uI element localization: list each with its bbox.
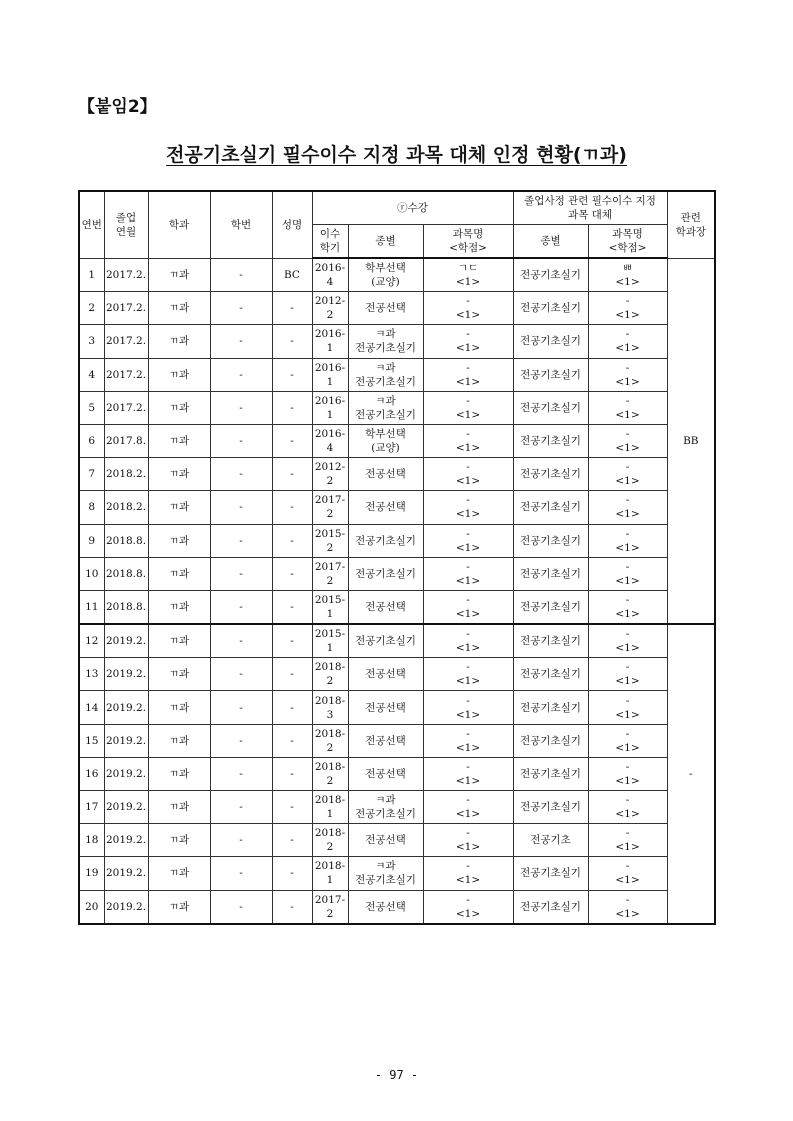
table-row bbox=[79, 424, 715, 457]
cell-rtype: 전공기초실기 bbox=[513, 724, 588, 757]
cell-rtype: 전공기초실기 bbox=[513, 524, 588, 557]
cell-type: 학부선택 (교양) bbox=[348, 424, 423, 457]
cell-type: 전공선택 bbox=[348, 890, 423, 924]
cell-grad: 2019.2. bbox=[104, 691, 148, 724]
cell-stuno: - bbox=[210, 857, 272, 890]
cell-grad: 2019.2. bbox=[104, 624, 148, 658]
cell-course: - <1> bbox=[423, 458, 513, 491]
cell-sem: 2016-1 bbox=[312, 391, 348, 424]
table-row bbox=[79, 325, 715, 358]
cell-rtype: 전공기초실기 bbox=[513, 791, 588, 824]
cell-course: - <1> bbox=[423, 292, 513, 325]
cell-grad: 2017.2. bbox=[104, 391, 148, 424]
cell-sem: 2017-2 bbox=[312, 890, 348, 924]
header-dept: 학과 bbox=[148, 191, 210, 258]
cell-type: 전공기초실기 bbox=[348, 524, 423, 557]
cell-course: - <1> bbox=[423, 358, 513, 391]
cell-stuno: - bbox=[210, 658, 272, 691]
cell-name: - bbox=[272, 590, 312, 624]
cell-dept-head: BB bbox=[667, 258, 715, 624]
cell-rcourse: - <1> bbox=[588, 491, 667, 524]
cell-course: ㄱㄷ <1> bbox=[423, 258, 513, 292]
cell-rcourse: - <1> bbox=[588, 791, 667, 824]
cell-no: 7 bbox=[79, 458, 104, 491]
cell-sem: 2016-1 bbox=[312, 358, 348, 391]
cell-course: - <1> bbox=[423, 424, 513, 457]
cell-sem: 2016-4 bbox=[312, 258, 348, 292]
table-row bbox=[79, 624, 715, 658]
cell-sem: 2018-2 bbox=[312, 658, 348, 691]
cell-rtype: 전공기초실기 bbox=[513, 391, 588, 424]
cell-rcourse: - <1> bbox=[588, 590, 667, 624]
cell-type: ㅋ과 전공기초실기 bbox=[348, 391, 423, 424]
cell-no: 19 bbox=[79, 857, 104, 890]
cell-name: - bbox=[272, 857, 312, 890]
cell-sem: 2016-4 bbox=[312, 424, 348, 457]
header-replace-type: 종별 bbox=[513, 225, 588, 259]
cell-stuno: - bbox=[210, 458, 272, 491]
cell-no: 17 bbox=[79, 791, 104, 824]
table-row bbox=[79, 557, 715, 590]
cell-type: 전공선택 bbox=[348, 491, 423, 524]
header-taken-group: ⓡ수강 bbox=[312, 191, 513, 225]
cell-sem: 2015-1 bbox=[312, 624, 348, 658]
cell-dept: ㄲ과 bbox=[148, 491, 210, 524]
cell-course: - <1> bbox=[423, 791, 513, 824]
cell-name: - bbox=[272, 524, 312, 557]
cell-grad: 2019.2. bbox=[104, 791, 148, 824]
cell-grad: 2019.2. bbox=[104, 890, 148, 924]
table-row bbox=[79, 890, 715, 924]
cell-course: - <1> bbox=[423, 824, 513, 857]
cell-type: 전공기초실기 bbox=[348, 624, 423, 658]
cell-type: 학부선택 (교양) bbox=[348, 258, 423, 292]
cell-no: 4 bbox=[79, 358, 104, 391]
cell-rcourse: - <1> bbox=[588, 292, 667, 325]
cell-rtype: 전공기초 bbox=[513, 824, 588, 857]
header-replace-course: 과목명 <학점> bbox=[588, 225, 667, 259]
cell-type: ㅋ과 전공기초실기 bbox=[348, 791, 423, 824]
cell-rcourse: - <1> bbox=[588, 724, 667, 757]
cell-course: - <1> bbox=[423, 658, 513, 691]
cell-sem: 2018-3 bbox=[312, 691, 348, 724]
cell-course: - <1> bbox=[423, 624, 513, 658]
cell-stuno: - bbox=[210, 424, 272, 457]
cell-name: - bbox=[272, 791, 312, 824]
cell-stuno: - bbox=[210, 791, 272, 824]
cell-rtype: 전공기초실기 bbox=[513, 624, 588, 658]
table-row bbox=[79, 857, 715, 890]
cell-grad: 2019.2. bbox=[104, 857, 148, 890]
cell-stuno: - bbox=[210, 358, 272, 391]
cell-rtype: 전공기초실기 bbox=[513, 258, 588, 292]
cell-name: - bbox=[272, 325, 312, 358]
cell-rtype: 전공기초실기 bbox=[513, 658, 588, 691]
cell-sem: 2016-1 bbox=[312, 325, 348, 358]
cell-no: 18 bbox=[79, 824, 104, 857]
cell-name: - bbox=[272, 824, 312, 857]
cell-rtype: 전공기초실기 bbox=[513, 757, 588, 790]
cell-rcourse: - <1> bbox=[588, 458, 667, 491]
cell-course: - <1> bbox=[423, 857, 513, 890]
cell-type: 전공선택 bbox=[348, 724, 423, 757]
cell-no: 15 bbox=[79, 724, 104, 757]
cell-grad: 2017.2. bbox=[104, 358, 148, 391]
replacement-table bbox=[78, 190, 716, 925]
cell-stuno: - bbox=[210, 258, 272, 292]
cell-stuno: - bbox=[210, 325, 272, 358]
cell-rcourse: - <1> bbox=[588, 358, 667, 391]
table-row bbox=[79, 292, 715, 325]
cell-dept: ㄲ과 bbox=[148, 557, 210, 590]
cell-stuno: - bbox=[210, 557, 272, 590]
cell-grad: 2019.2. bbox=[104, 757, 148, 790]
cell-rcourse: - <1> bbox=[588, 624, 667, 658]
table-row bbox=[79, 258, 715, 292]
cell-dept: ㄲ과 bbox=[148, 590, 210, 624]
cell-course: - <1> bbox=[423, 890, 513, 924]
page-number: - 97 - bbox=[374, 1068, 419, 1082]
header-replace-group: 졸업사정 관련 필수이수 지정 과목 대체 bbox=[513, 191, 667, 225]
cell-no: 3 bbox=[79, 325, 104, 358]
cell-type: 전공선택 bbox=[348, 292, 423, 325]
cell-type: 전공선택 bbox=[348, 658, 423, 691]
cell-rtype: 전공기초실기 bbox=[513, 292, 588, 325]
attachment-label: 【붙임2】 bbox=[78, 97, 157, 117]
cell-sem: 2018-2 bbox=[312, 824, 348, 857]
table-row bbox=[79, 658, 715, 691]
cell-grad: 2019.2. bbox=[104, 824, 148, 857]
cell-no: 8 bbox=[79, 491, 104, 524]
cell-type: 전공선택 bbox=[348, 757, 423, 790]
header-no: 연번 bbox=[79, 191, 104, 258]
cell-dept: ㄲ과 bbox=[148, 358, 210, 391]
cell-stuno: - bbox=[210, 890, 272, 924]
cell-dept: ㄲ과 bbox=[148, 757, 210, 790]
cell-dept: ㄲ과 bbox=[148, 624, 210, 658]
cell-sem: 2018-1 bbox=[312, 791, 348, 824]
header-grad: 졸업 연월 bbox=[104, 191, 148, 258]
cell-rcourse: ㅃ <1> bbox=[588, 258, 667, 292]
table-row bbox=[79, 491, 715, 524]
table-row bbox=[79, 757, 715, 790]
table-row bbox=[79, 590, 715, 624]
cell-dept-head: - bbox=[667, 624, 715, 924]
cell-rcourse: - <1> bbox=[588, 391, 667, 424]
cell-dept: ㄲ과 bbox=[148, 325, 210, 358]
table-row bbox=[79, 391, 715, 424]
cell-name: - bbox=[272, 624, 312, 658]
cell-name: - bbox=[272, 358, 312, 391]
cell-name: - bbox=[272, 691, 312, 724]
cell-grad: 2017.8. bbox=[104, 424, 148, 457]
cell-rcourse: - <1> bbox=[588, 857, 667, 890]
cell-no: 13 bbox=[79, 658, 104, 691]
cell-dept: ㄲ과 bbox=[148, 292, 210, 325]
cell-no: 2 bbox=[79, 292, 104, 325]
cell-course: - <1> bbox=[423, 491, 513, 524]
cell-name: BC bbox=[272, 258, 312, 292]
cell-type: ㅋ과 전공기초실기 bbox=[348, 358, 423, 391]
cell-no: 5 bbox=[79, 391, 104, 424]
cell-grad: 2019.2. bbox=[104, 724, 148, 757]
cell-name: - bbox=[272, 557, 312, 590]
cell-dept: ㄲ과 bbox=[148, 658, 210, 691]
cell-rcourse: - <1> bbox=[588, 691, 667, 724]
cell-no: 12 bbox=[79, 624, 104, 658]
cell-rcourse: - <1> bbox=[588, 325, 667, 358]
cell-name: - bbox=[272, 757, 312, 790]
table-body bbox=[79, 258, 715, 924]
cell-no: 10 bbox=[79, 557, 104, 590]
cell-stuno: - bbox=[210, 624, 272, 658]
cell-rtype: 전공기초실기 bbox=[513, 857, 588, 890]
cell-rcourse: - <1> bbox=[588, 424, 667, 457]
cell-name: - bbox=[272, 890, 312, 924]
cell-rcourse: - <1> bbox=[588, 757, 667, 790]
cell-stuno: - bbox=[210, 724, 272, 757]
cell-no: 20 bbox=[79, 890, 104, 924]
table-row bbox=[79, 824, 715, 857]
cell-grad: 2018.8. bbox=[104, 524, 148, 557]
cell-grad: 2019.2. bbox=[104, 658, 148, 691]
header-student-no: 학번 bbox=[210, 191, 272, 258]
cell-grad: 2017.2. bbox=[104, 325, 148, 358]
table-row bbox=[79, 458, 715, 491]
cell-rtype: 전공기초실기 bbox=[513, 590, 588, 624]
cell-no: 1 bbox=[79, 258, 104, 292]
cell-rtype: 전공기초실기 bbox=[513, 691, 588, 724]
cell-grad: 2017.2. bbox=[104, 258, 148, 292]
cell-grad: 2017.2. bbox=[104, 292, 148, 325]
cell-stuno: - bbox=[210, 824, 272, 857]
cell-course: - <1> bbox=[423, 325, 513, 358]
page-title: 전공기초실기 필수이수 지정 과목 대체 인정 현황(ㄲ과) bbox=[166, 144, 627, 166]
cell-rcourse: - <1> bbox=[588, 890, 667, 924]
cell-course: - <1> bbox=[423, 524, 513, 557]
cell-name: - bbox=[272, 724, 312, 757]
cell-course: - <1> bbox=[423, 724, 513, 757]
cell-dept: ㄲ과 bbox=[148, 824, 210, 857]
cell-rtype: 전공기초실기 bbox=[513, 358, 588, 391]
cell-type: 전공선택 bbox=[348, 824, 423, 857]
cell-name: - bbox=[272, 458, 312, 491]
cell-rcourse: - <1> bbox=[588, 824, 667, 857]
cell-sem: 2012-2 bbox=[312, 458, 348, 491]
cell-stuno: - bbox=[210, 757, 272, 790]
cell-dept: ㄲ과 bbox=[148, 524, 210, 557]
cell-course: - <1> bbox=[423, 757, 513, 790]
cell-rtype: 전공기초실기 bbox=[513, 890, 588, 924]
cell-stuno: - bbox=[210, 524, 272, 557]
header-dept-head: 관련 학과장 bbox=[667, 191, 715, 258]
cell-no: 9 bbox=[79, 524, 104, 557]
cell-dept: ㄲ과 bbox=[148, 724, 210, 757]
cell-rtype: 전공기초실기 bbox=[513, 491, 588, 524]
cell-type: ㅋ과 전공기초실기 bbox=[348, 325, 423, 358]
cell-sem: 2015-2 bbox=[312, 524, 348, 557]
cell-grad: 2018.8. bbox=[104, 590, 148, 624]
table-row bbox=[79, 724, 715, 757]
cell-type: 전공선택 bbox=[348, 590, 423, 624]
cell-dept: ㄲ과 bbox=[148, 791, 210, 824]
cell-no: 14 bbox=[79, 691, 104, 724]
cell-rcourse: - <1> bbox=[588, 557, 667, 590]
cell-no: 11 bbox=[79, 590, 104, 624]
cell-rtype: 전공기초실기 bbox=[513, 424, 588, 457]
cell-grad: 2018.2. bbox=[104, 491, 148, 524]
table-row bbox=[79, 358, 715, 391]
cell-dept: ㄲ과 bbox=[148, 458, 210, 491]
cell-sem: 2018-2 bbox=[312, 757, 348, 790]
cell-type: 전공선택 bbox=[348, 691, 423, 724]
cell-rtype: 전공기초실기 bbox=[513, 325, 588, 358]
header-course: 과목명 <학점> bbox=[423, 225, 513, 259]
cell-type: ㅋ과 전공기초실기 bbox=[348, 857, 423, 890]
cell-course: - <1> bbox=[423, 691, 513, 724]
table-row bbox=[79, 791, 715, 824]
table-row bbox=[79, 691, 715, 724]
header-type: 종별 bbox=[348, 225, 423, 259]
cell-sem: 2015-1 bbox=[312, 590, 348, 624]
cell-name: - bbox=[272, 292, 312, 325]
cell-dept: ㄲ과 bbox=[148, 890, 210, 924]
cell-type: 전공기초실기 bbox=[348, 557, 423, 590]
cell-dept: ㄲ과 bbox=[148, 424, 210, 457]
cell-course: - <1> bbox=[423, 557, 513, 590]
cell-sem: 2017-2 bbox=[312, 557, 348, 590]
cell-stuno: - bbox=[210, 391, 272, 424]
cell-sem: 2012-2 bbox=[312, 292, 348, 325]
table-row bbox=[79, 524, 715, 557]
cell-rcourse: - <1> bbox=[588, 658, 667, 691]
cell-dept: ㄲ과 bbox=[148, 857, 210, 890]
cell-dept: ㄲ과 bbox=[148, 258, 210, 292]
cell-name: - bbox=[272, 658, 312, 691]
cell-sem: 2018-2 bbox=[312, 724, 348, 757]
cell-dept: ㄲ과 bbox=[148, 391, 210, 424]
cell-stuno: - bbox=[210, 590, 272, 624]
cell-course: - <1> bbox=[423, 391, 513, 424]
cell-rtype: 전공기초실기 bbox=[513, 458, 588, 491]
cell-rtype: 전공기초실기 bbox=[513, 557, 588, 590]
cell-name: - bbox=[272, 424, 312, 457]
cell-stuno: - bbox=[210, 292, 272, 325]
cell-dept: ㄲ과 bbox=[148, 691, 210, 724]
header-name: 성명 bbox=[272, 191, 312, 258]
cell-sem: 2017-2 bbox=[312, 491, 348, 524]
cell-sem: 2018-1 bbox=[312, 857, 348, 890]
cell-grad: 2018.2. bbox=[104, 458, 148, 491]
cell-type: 전공선택 bbox=[348, 458, 423, 491]
cell-no: 16 bbox=[79, 757, 104, 790]
cell-no: 6 bbox=[79, 424, 104, 457]
cell-stuno: - bbox=[210, 491, 272, 524]
cell-course: - <1> bbox=[423, 590, 513, 624]
cell-name: - bbox=[272, 491, 312, 524]
cell-grad: 2018.8. bbox=[104, 557, 148, 590]
cell-rcourse: - <1> bbox=[588, 524, 667, 557]
cell-name: - bbox=[272, 391, 312, 424]
header-semester: 이수 학기 bbox=[312, 225, 348, 259]
cell-stuno: - bbox=[210, 691, 272, 724]
